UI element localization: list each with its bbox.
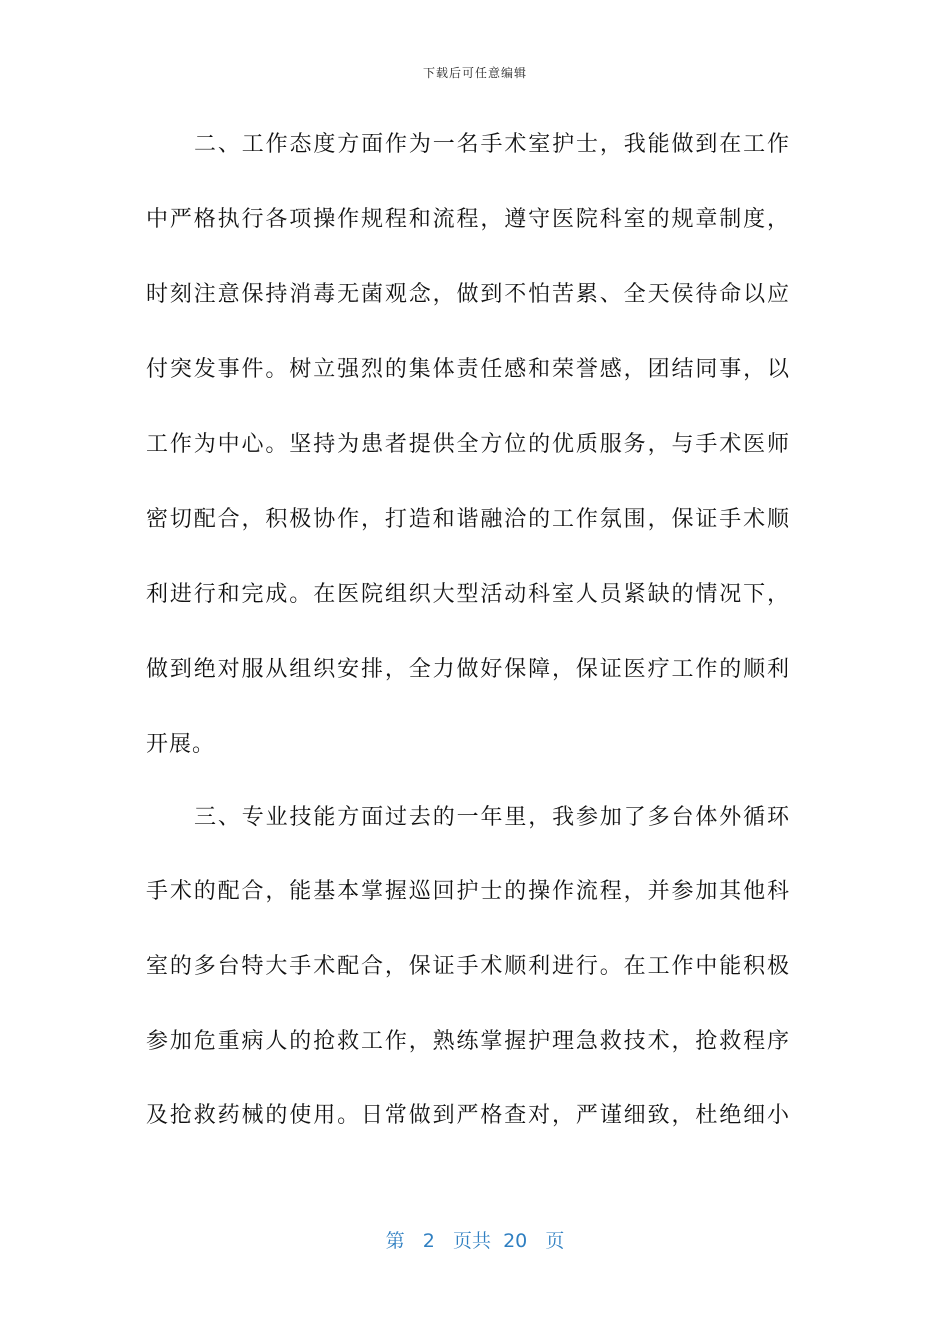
paragraph-2-line-4: 参加危重病人的抢救工作，熟练掌握护理急救技术，抢救程序	[146, 1029, 790, 1054]
paragraph-1-line-4: 付突发事件。树立强烈的集体责任感和荣誉感，团结同事，以	[146, 357, 790, 382]
paragraph-1-line-7: 利进行和完成。在医院组织大型活动科室人员紧缺的情况下，	[146, 582, 790, 607]
paragraph-2-line-3: 室的多台特大手术配合，保证手术顺利进行。在工作中能积极	[146, 954, 790, 979]
page-header: 下载后可任意编辑	[422, 66, 527, 80]
paragraph-1-line-3: 时刻注意保持消毒无菌观念，做到不怕苦累、全天侯待命以应	[146, 282, 790, 307]
paragraph-1-line-8: 做到绝对服从组织安排，全力做好保障，保证医疗工作的顺利	[146, 657, 790, 682]
paragraph-1-line-2: 中严格执行各项操作规程和流程，遵守医院科室的规章制度，	[146, 207, 790, 232]
paragraph-2-line-1: 三、专业技能方面过去的一年里，我参加了多台体外循环	[194, 805, 790, 830]
paragraph-1-line-5: 工作为中心。坚持为患者提供全方位的优质服务，与手术医师	[146, 432, 790, 457]
paragraph-1-line-6: 密切配合，积极协作，打造和谐融洽的工作氛围，保证手术顺	[146, 507, 790, 532]
footer-page-total: 20	[503, 1230, 528, 1252]
paragraph-2-line-5: 及抢救药械的使用。日常做到严格查对，严谨细致，杜绝细小	[146, 1103, 790, 1128]
footer-prefix: 第	[385, 1230, 405, 1252]
paragraph-1-line-1: 二、工作态度方面作为一名手术室护士，我能做到在工作	[194, 132, 790, 157]
paragraph-2-line-2: 手术的配合，能基本掌握巡回护士的操作流程，并参加其他科	[146, 879, 790, 904]
page-footer	[0, 1226, 950, 1253]
paragraph-1-line-9: 开展。	[146, 732, 216, 757]
footer-middle: 页共	[452, 1230, 491, 1252]
footer-suffix: 页	[545, 1230, 565, 1252]
footer-page-number: 2	[422, 1230, 435, 1252]
